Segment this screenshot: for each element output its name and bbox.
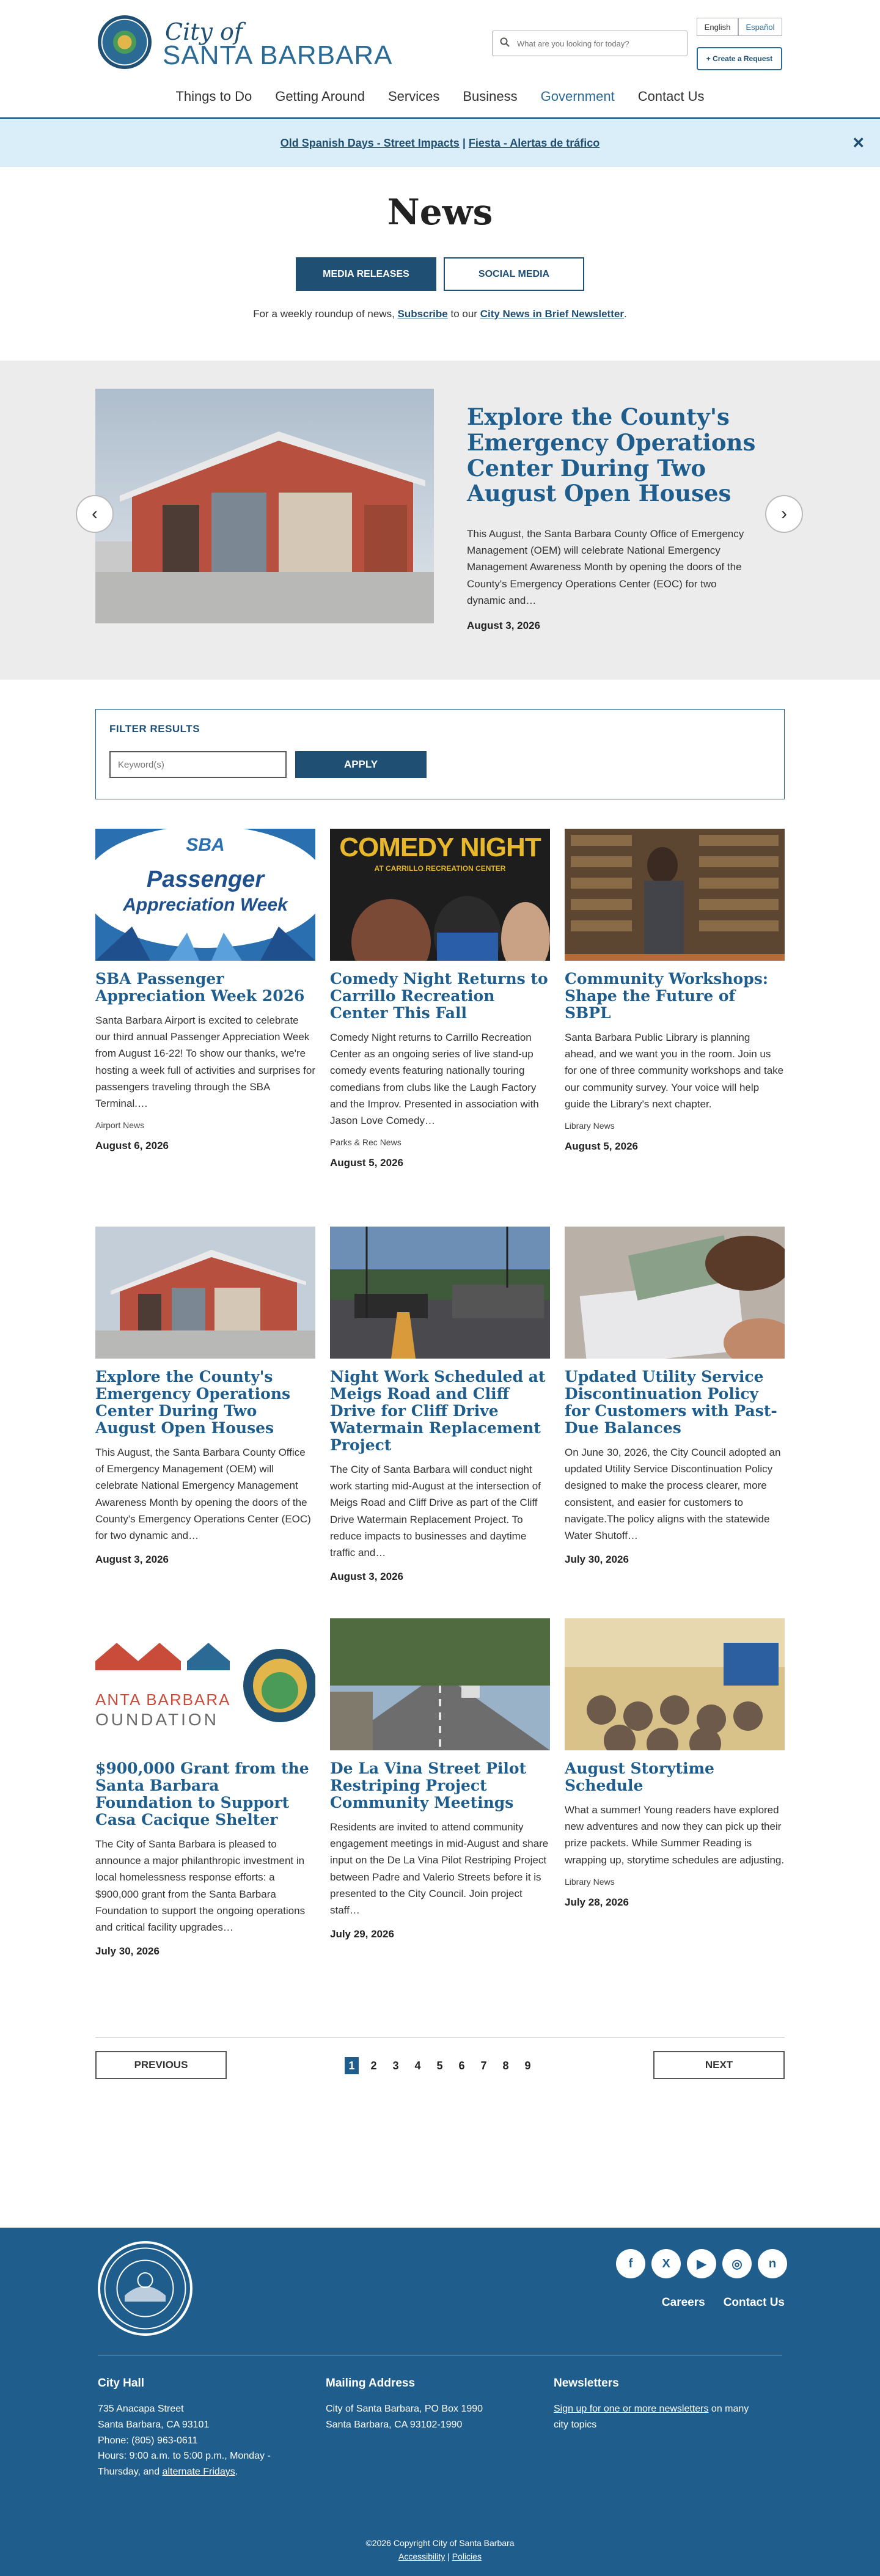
- alert-link-street-impacts[interactable]: Old Spanish Days - Street Impacts: [280, 136, 460, 149]
- city-hall-hours: [98, 2448, 293, 2479]
- hours-end: .: [235, 2466, 238, 2477]
- mailing-line-1: City of Santa Barbara, PO Box 1990: [326, 2404, 483, 2415]
- tab-media-releases[interactable]: MEDIA RELEASES: [296, 257, 436, 291]
- hero-date: August 3, 2026: [467, 620, 540, 631]
- card-thumbnail[interactable]: [565, 1618, 785, 1750]
- card-category: Library News: [565, 1876, 615, 1887]
- thumb-text-santa-barbara: ANTA BARBARA: [95, 1690, 231, 1709]
- card-description: Santa Barbara Airport is excited to celebrate our third annual Passenger Appreciation Week from August 16-22! To show our thanks, we're hosting a week full of activities and surprises for passengers traveling through the SBA Terminal.…: [95, 1015, 316, 1109]
- card-title[interactable]: Night Work Scheduled at Meigs Road and Cliff Drive for Cliff Drive Watermain Replacement Project: [330, 1368, 546, 1454]
- page-link[interactable]: 4: [414, 2059, 421, 2072]
- card-thumbnail[interactable]: [565, 829, 785, 961]
- page-link[interactable]: 3: [392, 2059, 399, 2072]
- search-input[interactable]: [517, 39, 687, 48]
- card-category: Library News: [565, 1120, 615, 1131]
- alert-banner: [0, 119, 880, 167]
- page-link[interactable]: 5: [436, 2059, 443, 2072]
- card-date: August 6, 2026: [95, 1140, 169, 1152]
- card-description: This August, the Santa Barbara County Office of Emergency Management (OEM) will celebrate National Emergency Management Awareness Month by opening the doors of the County's Emergency Operations Center (EOC) for two dynamic and…: [95, 1447, 311, 1541]
- pagination: [95, 2037, 785, 2098]
- city-seal-logo[interactable]: [98, 15, 152, 69]
- footer-contact-link[interactable]: Contact Us: [723, 2296, 785, 2309]
- thumb-text-carrillo: AT CARRILLO RECREATION CENTER: [374, 864, 506, 873]
- card-title[interactable]: Explore the County's Emergency Operations Center During Two August Open Houses: [95, 1368, 291, 1437]
- card-date: August 5, 2026: [565, 1140, 638, 1152]
- card-date: July 30, 2026: [95, 1945, 160, 1958]
- featured-carousel: [0, 361, 880, 680]
- footer-newsletters: [554, 2374, 749, 2433]
- social-links: [616, 2249, 787, 2278]
- card-thumbnail[interactable]: [95, 1227, 315, 1359]
- thumb-text-comedy: COMEDY NIGHT: [339, 832, 541, 862]
- roundup-text-mid: to our: [450, 308, 477, 320]
- thumb-text-foundation: OUNDATION: [95, 1710, 219, 1729]
- card-date: August 3, 2026: [330, 1571, 403, 1583]
- page-link[interactable]: 8: [502, 2059, 509, 2072]
- careers-link[interactable]: Careers: [661, 2296, 705, 2309]
- card-description: Santa Barbara Public Library is planning ahead, and we want you in the room. Join us for one of three community workshops and take our community survey. Your voice will help guide the Library's next chapter.: [565, 1032, 784, 1110]
- roundup-text-pre: For a weekly roundup of news,: [253, 308, 395, 320]
- thumb-text-appreciation: Appreciation Week: [123, 895, 288, 915]
- mailing-line-2: Santa Barbara, CA 93102-1990: [326, 2419, 463, 2430]
- page-link[interactable]: 6: [458, 2059, 465, 2072]
- card-description: The City of Santa Barbara will conduct night work starting mid-August at the intersection of Meigs Road and Cliff Drive as part of the Cliff Drive Watermain Replacement Project. To reduce impacts to businesses and daytime traffic and…: [330, 1464, 541, 1558]
- apply-button[interactable]: APPLY: [295, 751, 427, 778]
- card-title[interactable]: August Storytime Schedule: [565, 1760, 714, 1794]
- card-description: Comedy Night returns to Carrillo Recreation Center as an ongoing series of live stand-up comedy events featuring nationally touring comedians from clubs like the Laugh Factory and the Improv. Presented in association with Jason Love Comedy…: [330, 1032, 539, 1126]
- page-link-current[interactable]: 1: [345, 2057, 359, 2074]
- card-date: July 28, 2026: [565, 1896, 629, 1908]
- x-twitter-icon[interactable]: X: [651, 2249, 681, 2278]
- card-title[interactable]: $900,000 Grant from the Santa Barbara Foundation to Support Casa Cacique Shelter: [95, 1760, 309, 1829]
- nav-government[interactable]: Government: [540, 89, 615, 104]
- city-hall-heading: City Hall: [98, 2377, 145, 2390]
- card-date: August 3, 2026: [95, 1554, 169, 1566]
- alternate-fridays-link[interactable]: alternate Fridays: [162, 2466, 235, 2477]
- news-card[interactable]: [330, 1618, 550, 1940]
- footer-mailing: [326, 2374, 521, 2433]
- hero-image[interactable]: [95, 389, 434, 623]
- news-card[interactable]: [565, 1227, 785, 1566]
- newsletter-roundup: [0, 308, 880, 320]
- city-hall-address-1: 735 Anacapa Street: [98, 2404, 184, 2415]
- alert-separator: |: [459, 136, 469, 149]
- policies-link[interactable]: Policies: [452, 2552, 482, 2562]
- news-card[interactable]: [565, 829, 785, 1153]
- filter-panel: [95, 709, 785, 799]
- previous-button[interactable]: PREVIOUS: [95, 2051, 227, 2079]
- newsletter-signup-link[interactable]: Sign up for one or more newsletters: [554, 2404, 709, 2415]
- search-icon[interactable]: [493, 37, 517, 50]
- keyword-input[interactable]: [109, 751, 287, 778]
- card-description: The City of Santa Barbara is pleased to announce a major philanthropic investment in local homelessness response efforts: a $900,000 grant from the Santa Barbara Foundation to support the ongoing operations and critical facility upgrades…: [95, 1838, 306, 1933]
- instagram-icon[interactable]: ◎: [722, 2249, 752, 2278]
- lang-espanol[interactable]: Español: [738, 18, 782, 36]
- footer-city-seal[interactable]: [98, 2241, 193, 2336]
- page-link[interactable]: 9: [524, 2059, 531, 2072]
- news-card[interactable]: [95, 1227, 315, 1566]
- card-description: What a summer! Young readers have explored new adventures and now they can pick up their prize packets. While Summer Reading is wrapping up, storytime schedules are adjusting.: [565, 1804, 785, 1866]
- page-link[interactable]: 2: [370, 2059, 377, 2072]
- newsletters-text: [554, 2401, 749, 2432]
- card-title[interactable]: Updated Utility Service Discontinuation Policy for Customers with Past-Due Balances: [565, 1368, 777, 1437]
- hero-description: This August, the Santa Barbara County Office of Emergency Management (OEM) will celebrate National Emergency Management Awareness Month by opening the doors of the County's Emergency Operations Center (EOC) for two dynamic and…: [467, 528, 744, 606]
- city-hall-address-2: Santa Barbara, CA 93101: [98, 2419, 210, 2430]
- logo-city-text[interactable]: City of: [165, 18, 243, 45]
- roundup-text-end: .: [623, 308, 627, 320]
- search-box[interactable]: [492, 31, 688, 56]
- card-date: July 30, 2026: [565, 1554, 629, 1566]
- card-description: Residents are invited to attend community engagement meetings in mid-August and share input on the De La Vina Pilot Restriping Project between Padre and Valerio Streets before it is presented to the City Council. Join project staff…: [330, 1821, 549, 1916]
- card-thumbnail[interactable]: [95, 829, 315, 961]
- news-card[interactable]: [95, 829, 315, 1152]
- newsletters-heading: Newsletters: [554, 2377, 619, 2390]
- mailing-heading: Mailing Address: [326, 2377, 416, 2390]
- card-title[interactable]: Community Workshops: Shape the Future of SBPL: [565, 970, 769, 1022]
- copyright-text: ©2026 Copyright City of Santa Barbara: [365, 2538, 515, 2548]
- main-nav: [0, 89, 880, 105]
- card-category: Parks & Rec News: [330, 1137, 402, 1148]
- alert-link-fiesta[interactable]: Fiesta - Alertas de tráfico: [468, 136, 600, 149]
- card-thumbnail[interactable]: [565, 1227, 785, 1359]
- nextdoor-icon[interactable]: n: [758, 2249, 787, 2278]
- card-date: August 5, 2026: [330, 1157, 403, 1169]
- card-category: Airport News: [95, 1120, 145, 1131]
- card-thumbnail[interactable]: [95, 1618, 315, 1750]
- card-title[interactable]: Comedy Night Returns to Carrillo Recreation Center This Fall: [330, 970, 548, 1022]
- nav-things-to-do[interactable]: Things to Do: [175, 89, 252, 104]
- carousel-next-button[interactable]: ›: [765, 495, 803, 533]
- hero-title[interactable]: Explore the County's Emergency Operations Center During Two August Open Houses: [467, 403, 756, 507]
- news-card[interactable]: [330, 829, 550, 1169]
- logo-name-text[interactable]: SANTA BARBARA: [163, 40, 393, 70]
- youtube-icon[interactable]: ▶: [687, 2249, 716, 2278]
- site-footer: [0, 2228, 880, 2576]
- thumb-text-sba: SBA: [186, 835, 225, 855]
- news-card[interactable]: [565, 1618, 785, 1909]
- footer-links: [662, 2296, 785, 2310]
- site-header: [0, 0, 880, 119]
- newsletters-rest: on many city topics: [554, 2404, 749, 2430]
- card-thumbnail[interactable]: [330, 1227, 550, 1359]
- page-title: News: [387, 191, 493, 233]
- subscribe-link[interactable]: Subscribe: [397, 308, 448, 320]
- nav-getting-around[interactable]: Getting Around: [275, 89, 365, 104]
- news-card[interactable]: [330, 1227, 550, 1583]
- facebook-icon[interactable]: f: [616, 2249, 645, 2278]
- next-button[interactable]: NEXT: [653, 2051, 785, 2079]
- news-tabs: [0, 257, 880, 291]
- city-hall-phone: Phone: (805) 963-0611: [98, 2435, 198, 2446]
- card-thumbnail[interactable]: [330, 829, 550, 961]
- create-request-button[interactable]: + Create a Request: [697, 47, 782, 70]
- nav-contact-us[interactable]: Contact Us: [637, 89, 705, 104]
- legal-links: Accessibility | Policies: [398, 2552, 482, 2562]
- page-link[interactable]: 7: [480, 2059, 487, 2072]
- card-title[interactable]: De La Vina Street Pilot Restriping Project Community Meetings: [330, 1760, 527, 1811]
- hours-text: Hours: 9:00 a.m. to 5:00 p.m., Monday - Thursday, and: [98, 2451, 271, 2477]
- copyright: [0, 2536, 880, 2564]
- close-icon[interactable]: ×: [853, 131, 864, 153]
- card-date: July 29, 2026: [330, 1928, 394, 1940]
- tab-social-media[interactable]: SOCIAL MEDIA: [444, 257, 584, 291]
- card-thumbnail[interactable]: [330, 1618, 550, 1750]
- filter-heading: FILTER RESULTS: [109, 723, 200, 735]
- accessibility-link[interactable]: Accessibility: [398, 2552, 446, 2562]
- nav-services[interactable]: Services: [387, 89, 440, 104]
- lang-english[interactable]: English: [697, 18, 738, 36]
- page-numbers: [345, 2057, 535, 2074]
- nav-business[interactable]: Business: [463, 89, 518, 104]
- card-description: On June 30, 2026, the City Council adopted an updated Utility Service Discontinuation Policy designed to make the process clearer, more consistent, and easier for customers to navigate.The policy aligns with the statewide Water Shutoff…: [565, 1447, 781, 1541]
- card-title[interactable]: SBA Passenger Appreciation Week 2026: [95, 970, 305, 1005]
- newsletter-link[interactable]: City News in Brief Newsletter: [480, 308, 624, 320]
- news-card[interactable]: [95, 1618, 315, 1958]
- thumb-text-passenger: Passenger: [146, 867, 265, 892]
- carousel-prev-button[interactable]: ‹: [76, 495, 114, 533]
- footer-city-hall: [98, 2374, 293, 2479]
